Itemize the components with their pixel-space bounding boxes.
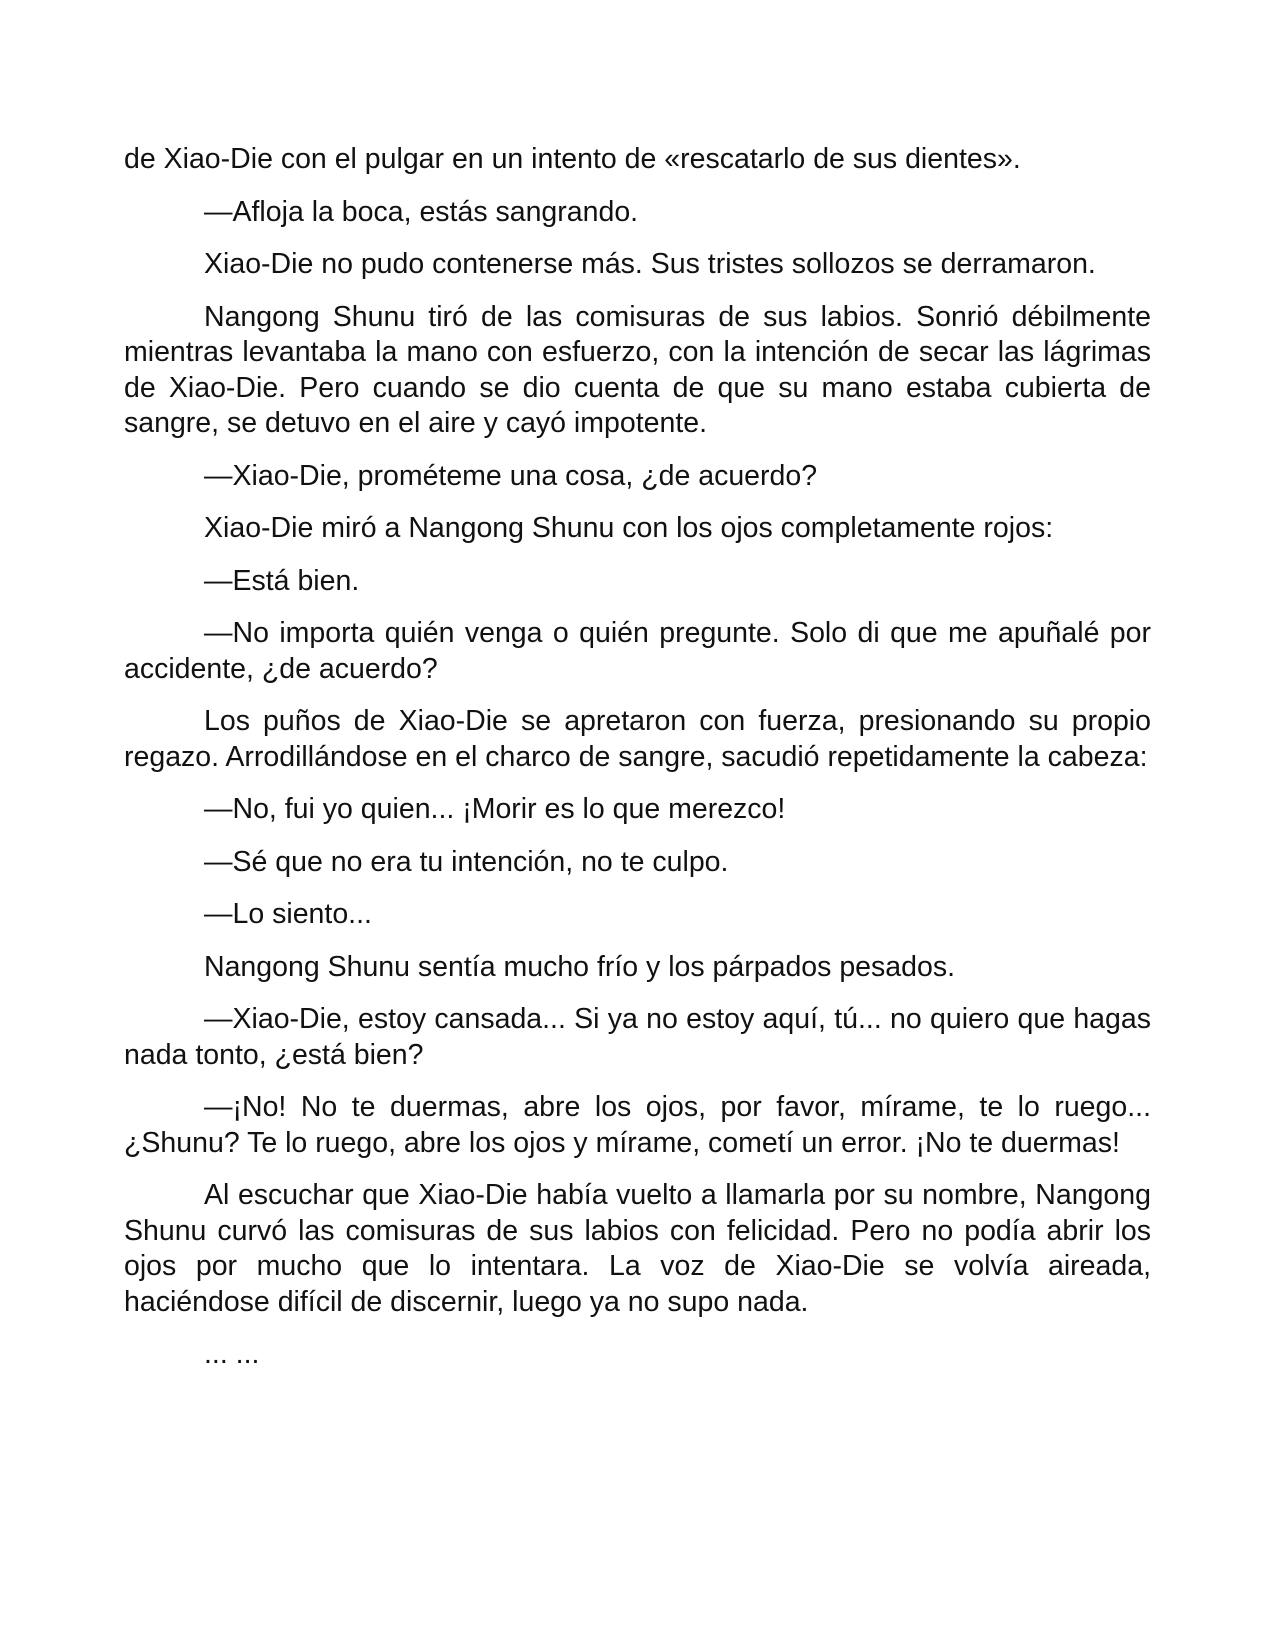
paragraph-12: —Lo siento...: [204, 898, 372, 930]
paragraph-7: —Está bien.: [204, 564, 360, 597]
paragraph-4: Nangong Shunu tiró de las comisuras de sus labios. Sonrió débilmente mientras levantaba la mano con esfuerzo, con la intención de secar las lágrimas de Xiao-Die. Pero cuando se dio cuenta de que su mano estaba cubierta de sangre, se detuvo en el aire y cayó impotente.: [124, 300, 1151, 439]
paragraph-8: —No importa quién venga o quién pregunte. Solo di que me apuñalé por accidente, ¿de acuerdo?: [124, 617, 1151, 685]
paragraph-6: Xiao-Die miró a Nangong Shunu con los ojos completamente rojos:: [204, 512, 1054, 544]
paragraph-17: ... ...: [204, 1338, 260, 1370]
paragraph-13: Nangong Shunu sentía mucho frío y los párpados pesados.: [204, 950, 955, 983]
paragraph-11: —Sé que no era tu intención, no te culpo.: [204, 845, 729, 878]
paragraph-14: —Xiao-Die, estoy cansada... Si ya no estoy aquí, tú... no quiero que hagas nada tonto, ¿está bien?: [124, 1003, 1151, 1071]
paragraph-3: Xiao-Die no pudo contenerse más. Sus tristes sollozos se derramaron.: [204, 248, 1096, 280]
paragraph-15: —¡No! No te duermas, abre los ojos, por favor, mírame, te lo ruego... ¿Shunu? Te lo ruego, abre los ojos y mírame, cometí un error. ¡No te duermas!: [124, 1091, 1151, 1159]
paragraph-5: —Xiao-Die, prométeme una cosa, ¿de acuerdo?: [204, 459, 818, 492]
paragraph-9: Los puños de Xiao-Die se apretaron con fuerza, presionando su propio regazo. Arrodillándose en el charco de sangre, sacudió repetidamente la cabeza:: [124, 705, 1151, 773]
paragraph-2: —Afloja la boca, estás sangrando.: [204, 195, 639, 228]
paragraph-1: de Xiao-Die con el pulgar en un intento de «rescatarlo de sus dientes».: [124, 143, 1021, 175]
paragraph-16: Al escuchar que Xiao-Die había vuelto a llamarla por su nombre, Nangong Shunu curvó las comisuras de sus labios con felicidad. Pero no podía abrir los ojos por mucho que lo intentara. La voz de Xiao-Die se volvía aireada, haciéndose difícil de discernir, luego ya no supo nada.: [124, 1179, 1151, 1318]
paragraph-10: —No, fui yo quien... ¡Morir es lo que merezco!: [204, 793, 786, 825]
